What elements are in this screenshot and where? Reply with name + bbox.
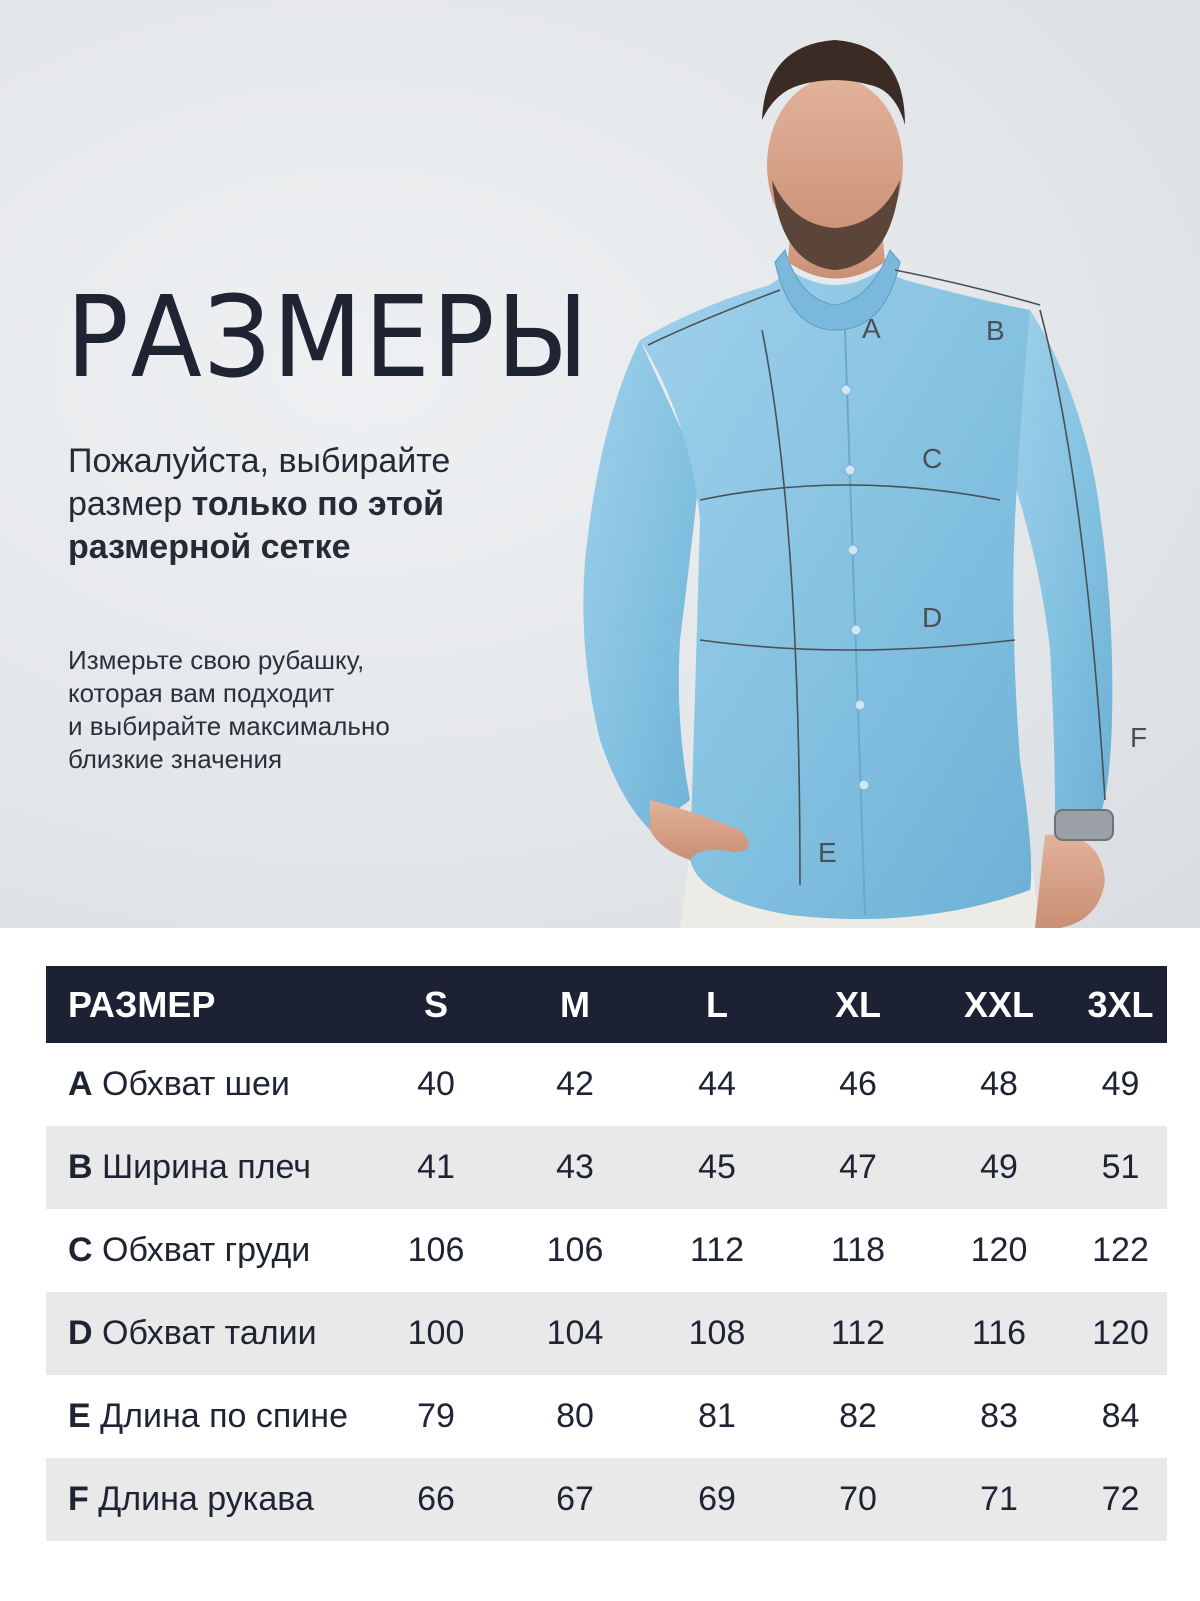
table-cell: 120 (970, 1231, 1028, 1269)
table-cell: 106 (407, 1231, 465, 1269)
table-cell: 106 (546, 1231, 604, 1269)
row-letter: C (68, 1231, 93, 1269)
subtitle (68, 440, 548, 569)
table-cell: 67 (556, 1480, 594, 1518)
table-cell: 51 (1101, 1148, 1140, 1186)
table-cell: 41 (417, 1148, 455, 1186)
table-cell: 83 (980, 1397, 1018, 1435)
row-label-text: Длина по спине (100, 1397, 348, 1435)
table-cell: 47 (839, 1148, 877, 1186)
table-row (46, 1458, 1167, 1541)
row-letter: E (68, 1397, 91, 1435)
row-letter: D (68, 1314, 93, 1352)
table-cell: 70 (839, 1480, 877, 1518)
row-label-text: Ширина плеч (102, 1148, 311, 1186)
header-size-xl: XL (834, 983, 881, 1025)
note-line-1: Измерьте свою рубашку, (68, 645, 365, 675)
marker-c: C (922, 443, 943, 474)
model-shirt-photo (560, 0, 1200, 928)
header-size-s: S (423, 983, 448, 1025)
table-row (46, 1375, 1167, 1458)
table-cell: 43 (556, 1148, 594, 1186)
subtitle-regular-text: размер (68, 485, 192, 523)
row-label (46, 1126, 364, 1209)
table-cell: 81 (698, 1397, 736, 1435)
table-cell: 84 (1101, 1397, 1140, 1435)
table-cell: 49 (980, 1148, 1018, 1186)
row-label (46, 1375, 364, 1458)
header-size-l: L (706, 983, 728, 1025)
size-chart-table (46, 966, 1167, 1541)
table-row (46, 1292, 1167, 1375)
table-cell: 71 (980, 1480, 1018, 1518)
table-cell: 80 (556, 1397, 594, 1435)
row-label-text: Обхват груди (102, 1231, 311, 1269)
table-cell: 122 (1092, 1231, 1149, 1269)
table-cell: 79 (417, 1397, 455, 1435)
table-cell: 49 (1101, 1065, 1140, 1103)
table-cell: 69 (698, 1480, 736, 1518)
note-line-4: близкие значения (68, 744, 283, 774)
subtitle-line-3 (68, 526, 548, 569)
table-cell: 42 (556, 1065, 594, 1103)
subtitle-bold-text: только по этой (191, 485, 445, 523)
table-cell: 118 (830, 1231, 886, 1269)
table-header-row (46, 966, 1167, 1043)
marker-f: F (1130, 722, 1148, 753)
right-hand (1035, 835, 1105, 928)
table-cell: 46 (839, 1065, 877, 1103)
table-cell: 48 (980, 1065, 1018, 1103)
table-cell: 82 (839, 1397, 877, 1435)
subtitle-line-1: Пожалуйста, выбирайте (68, 442, 451, 480)
marker-e: E (818, 837, 837, 868)
table-cell: 112 (689, 1231, 745, 1269)
row-letter: F (68, 1480, 89, 1518)
table-cell: 44 (698, 1065, 736, 1103)
header-size-xxl: XXL (963, 983, 1034, 1025)
table-cell: 116 (971, 1314, 1027, 1352)
table-row (46, 1126, 1167, 1209)
header-size-m: M (560, 983, 590, 1025)
row-label-text: Обхват шеи (102, 1065, 290, 1103)
right-sleeve (1010, 310, 1112, 815)
marker-d: D (922, 602, 943, 633)
table-row (46, 1209, 1167, 1292)
marker-a: A (862, 313, 881, 344)
table-cell: 120 (1092, 1314, 1149, 1352)
measure-note (68, 644, 488, 776)
table-row (46, 1043, 1167, 1126)
page-title: РАЗМЕРЫ (66, 273, 591, 403)
note-line-2: которая вам подходит (68, 678, 335, 708)
table-cell: 45 (698, 1148, 736, 1186)
row-label (46, 1292, 364, 1375)
table-cell: 108 (688, 1314, 746, 1352)
watch-icon (1055, 810, 1113, 840)
subtitle-line-2 (68, 483, 548, 526)
row-letter: B (68, 1148, 93, 1186)
table-cell: 66 (417, 1480, 455, 1518)
table-cell: 104 (546, 1314, 604, 1352)
note-line-3: и выбирайте максимально (68, 711, 390, 741)
header-size-3xl: 3XL (1087, 983, 1154, 1025)
subtitle-bold-text-2: размерной сетке (68, 528, 351, 566)
row-label (46, 1043, 364, 1126)
table-cell: 112 (830, 1314, 886, 1352)
row-label (46, 1458, 364, 1541)
table-cell: 100 (407, 1314, 465, 1352)
row-label-text: Обхват талии (102, 1314, 317, 1352)
header-size-label: РАЗМЕР (68, 983, 216, 1025)
table-cell: 72 (1101, 1480, 1140, 1518)
marker-b: B (986, 315, 1005, 346)
row-label-text: Длина рукава (98, 1480, 314, 1518)
table-cell: 40 (417, 1065, 455, 1103)
row-letter: A (68, 1065, 93, 1103)
row-label (46, 1209, 364, 1292)
